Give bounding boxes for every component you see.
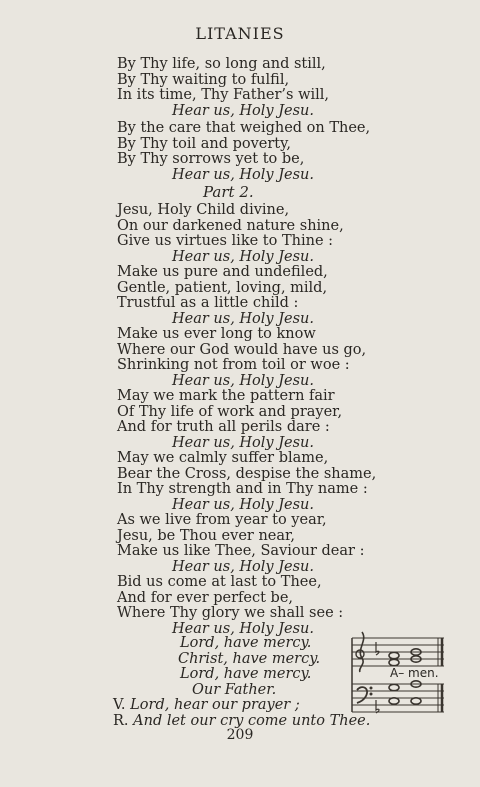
verse-line: By the care that weighed on Thee,	[117, 120, 371, 136]
verse-line: Where Thy glory we shall see :	[117, 605, 344, 621]
stanza-2	[117, 121, 370, 183]
verse-line: Shrinking not from toil or woe :	[117, 357, 350, 373]
verse-line: Bear the Cross, despise the shame,	[117, 465, 377, 482]
verse-line: In its time, Thy Father’s will,	[117, 87, 330, 103]
verse-line: As we live from year to year,	[117, 512, 327, 528]
verse-line: By Thy sorrows yet to be,	[117, 151, 305, 167]
verse-line: And for truth all perils dare :	[117, 419, 330, 435]
response-text: And let our cry come unto Thee.	[133, 712, 371, 729]
stanza-5	[117, 327, 366, 389]
amen-lyric: A– men.	[390, 666, 439, 680]
stanza-9	[117, 575, 343, 637]
kyrie-block	[178, 636, 320, 698]
verse-line: Of Thy life of work and prayer,	[117, 403, 343, 420]
running-header: LITANIES	[195, 24, 285, 43]
verse-line: Make us like Thee, Saviour dear :	[117, 543, 365, 559]
kyrie-line: Lord, have mercy.	[180, 635, 312, 651]
refrain-line: Hear us, Holy Jesu.	[172, 166, 315, 183]
verse-line: On our darkened nature shine,	[117, 217, 344, 234]
verse-line: By Thy life, so long and still,	[117, 56, 326, 72]
refrain-line: Hear us, Holy Jesu.	[172, 558, 315, 575]
refrain-line: Hear us, Holy Jesu.	[172, 248, 315, 265]
kyrie-line: Our Father.	[192, 681, 277, 698]
kyrie-line: Christ, have mercy.	[178, 650, 321, 667]
refrain-line: Hear us, Holy Jesu.	[172, 620, 315, 637]
refrain-line: Hear us, Holy Jesu.	[172, 372, 315, 389]
verse-line: Jesu, be Thou ever near,	[117, 527, 295, 544]
verse-line: And for ever perfect be,	[117, 589, 294, 606]
kyrie-line: Lord, have mercy.	[180, 666, 312, 682]
refrain-line: Hear us, Holy Jesu.	[172, 310, 315, 327]
verse-line: Jesu, Holy Child divine,	[117, 202, 290, 218]
versicle-label: V.	[113, 697, 126, 713]
refrain-line: Hear us, Holy Jesu.	[172, 102, 315, 119]
verse-line: Where our God would have us go,	[117, 341, 367, 358]
versicle-line	[113, 698, 370, 714]
stanza-1	[117, 57, 329, 119]
stanza-6	[117, 389, 342, 451]
stanza-8	[117, 513, 364, 575]
versicle-text: Lord, hear our prayer ;	[130, 697, 300, 713]
stanza-4	[117, 265, 328, 327]
refrain-line: Hear us, Holy Jesu.	[172, 496, 315, 513]
refrain-line: Hear us, Holy Jesu.	[172, 434, 315, 451]
verse-line: Make us pure and undefiled,	[117, 264, 328, 280]
verse-line: In Thy strength and in Thy name :	[117, 481, 368, 497]
verse-line: Bid us come at last to Thee,	[117, 574, 322, 590]
verse-line: Gentle, patient, loving, mild,	[117, 279, 328, 296]
versicles-block	[113, 698, 370, 729]
response-label: R.	[113, 712, 129, 729]
stanza-3	[117, 203, 344, 265]
stanza-7	[117, 451, 376, 513]
verse-line: Trustful as a little child :	[117, 295, 299, 311]
verse-line: Give us virtues like to Thine :	[117, 233, 334, 249]
part-heading: Part 2.	[203, 183, 254, 201]
verse-line: By Thy toil and poverty,	[117, 135, 291, 152]
page-number: 209	[226, 727, 254, 743]
verse-line: Make us ever long to know	[117, 326, 316, 342]
verse-line: May we calmly suffer blame,	[117, 450, 329, 466]
verse-line: By Thy waiting to fulfil,	[117, 71, 290, 88]
verse-line: May we mark the pattern fair	[117, 388, 335, 404]
